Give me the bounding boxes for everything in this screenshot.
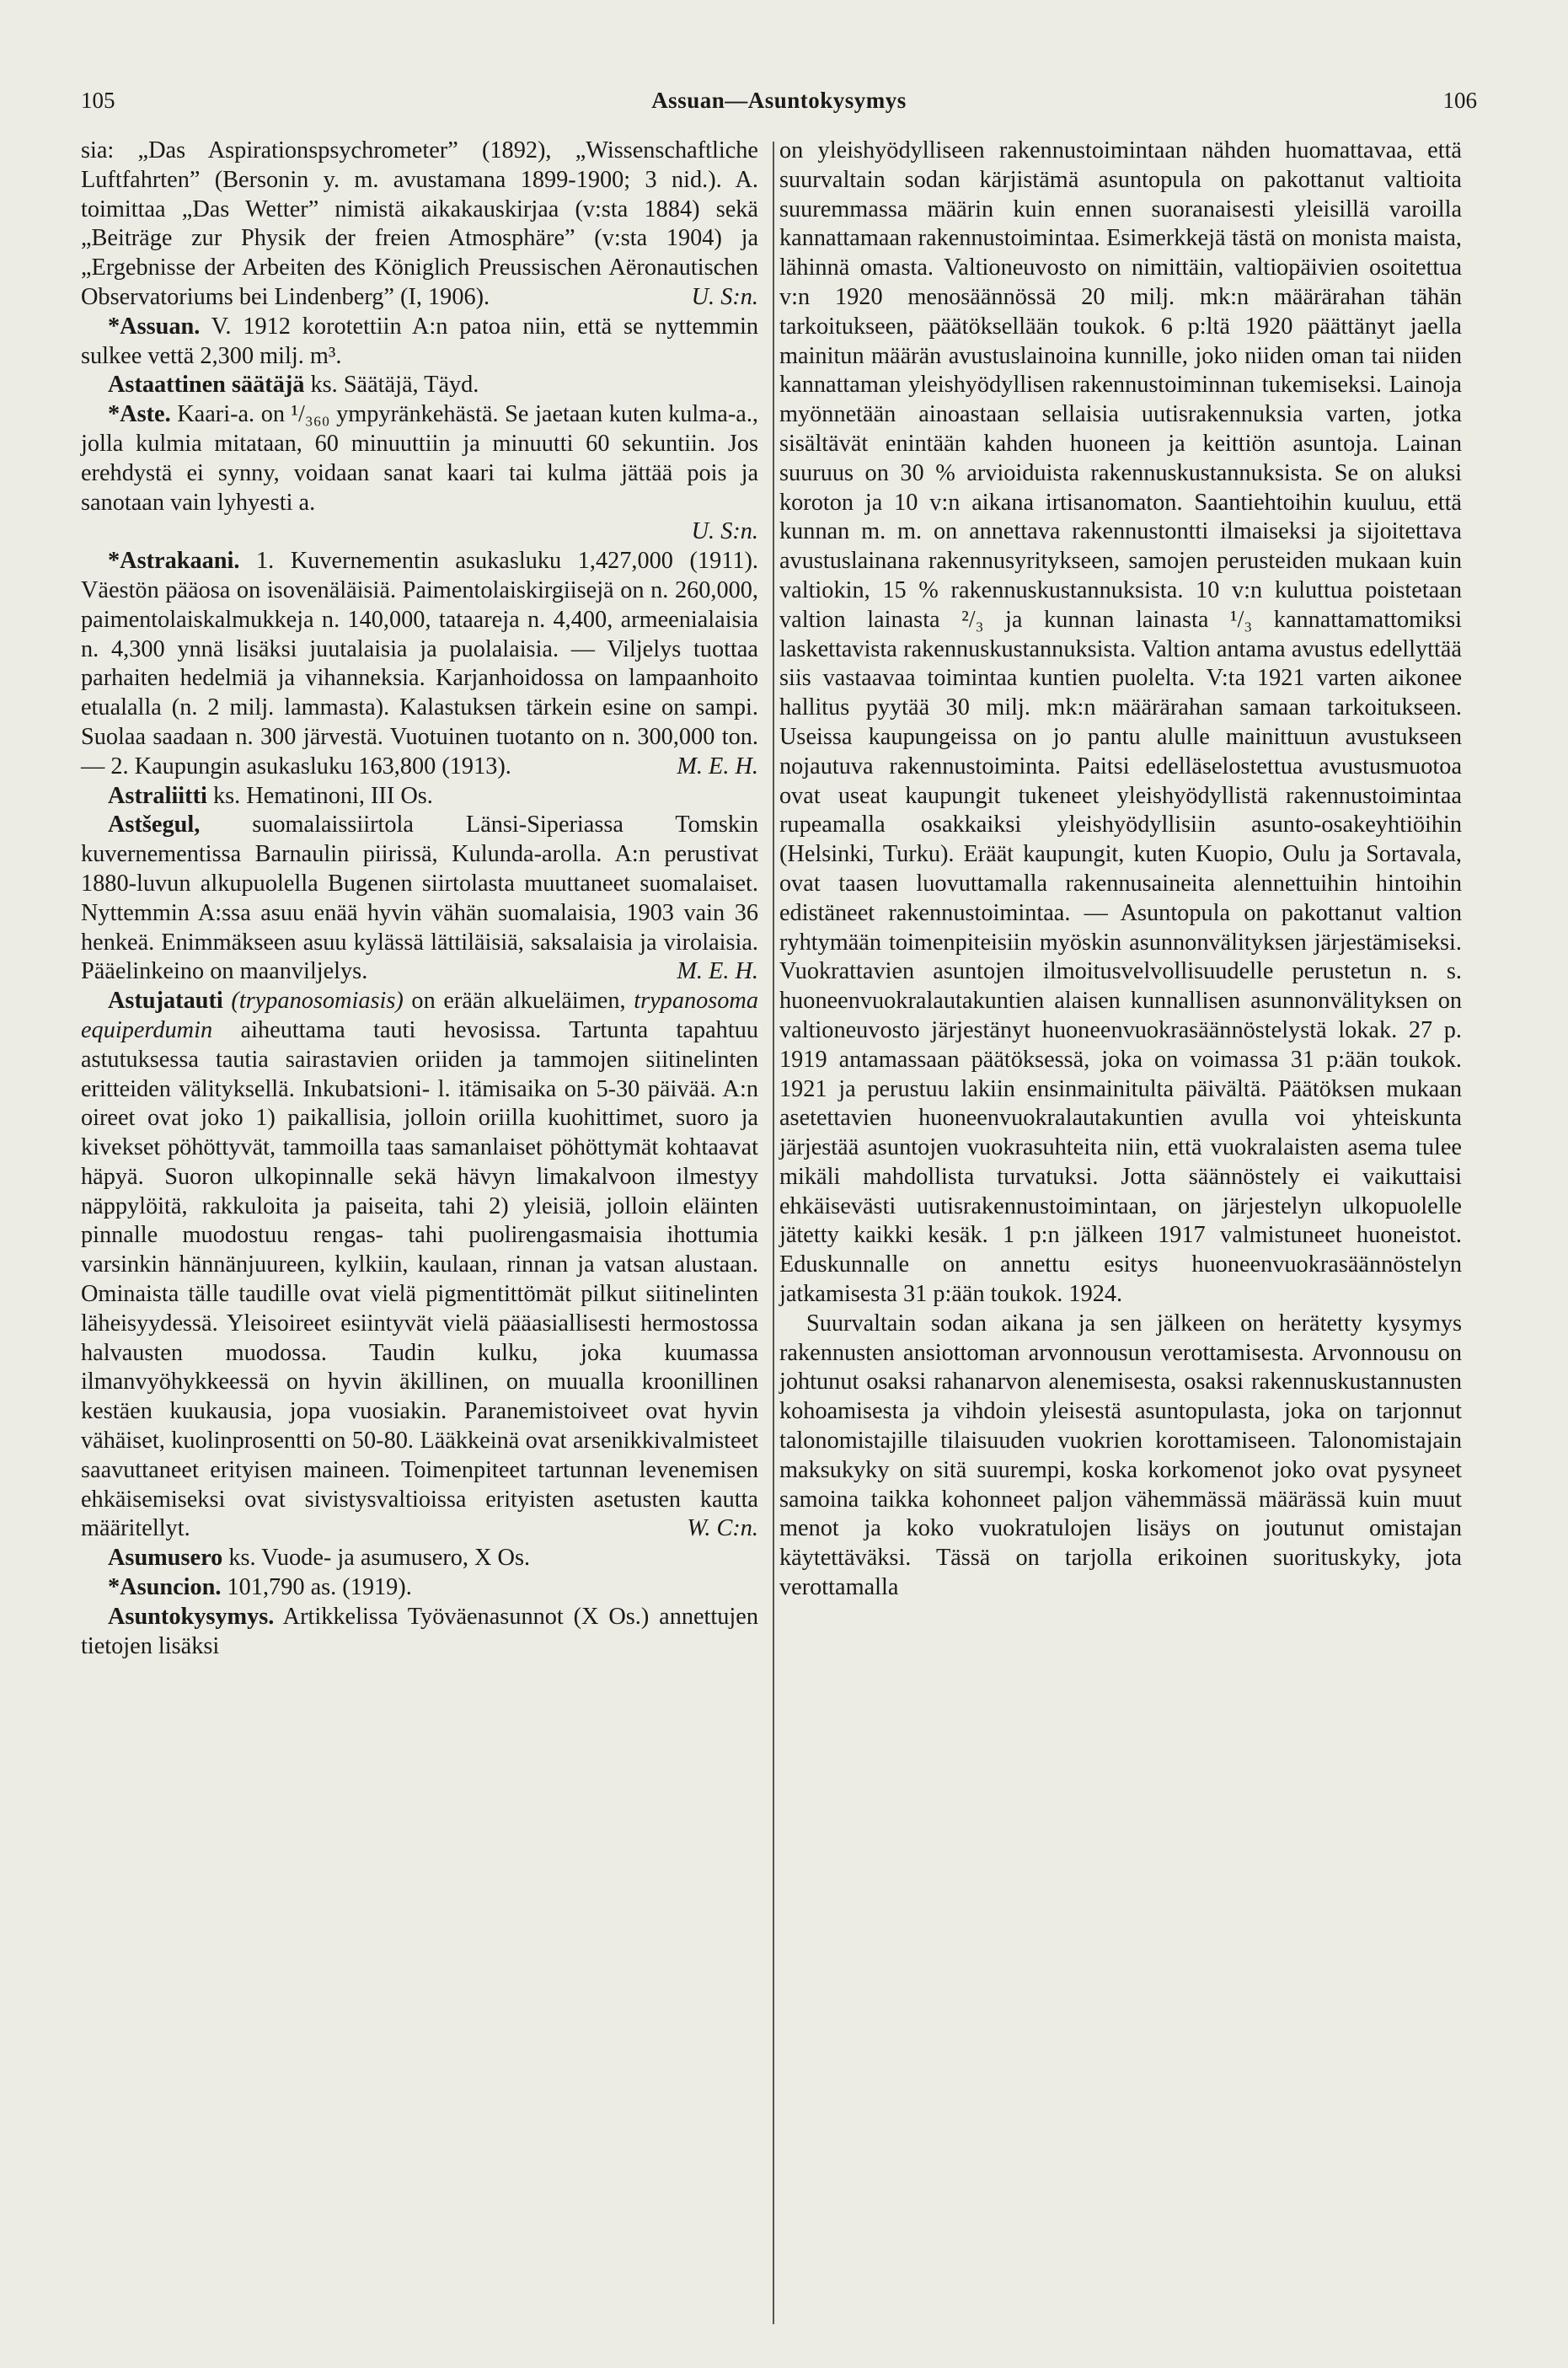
column-divider [773,142,774,2324]
signature: U. S:n. [691,283,758,310]
entry-heading: Astraliitti [108,782,207,809]
entry-heading: *Asuncion. [108,1574,222,1601]
entry-aste: *Aste. Kaari-a. on ¹/₃₆₀ ympyränkehästä. Se jaetaan kuten kulma-a., jolla kulmia mitataan, 60 minuuttiin ja minuutti 60 sekuntiin. Jos erehdystä ei synny, voidaan sanat kaari tai kulma jättää pois ja sanotaan vain lyhyesti a. U. S:n. [81,400,758,547]
entry-asumusero: Asumusero ks. Vuode- ja asumusero, X Os. [108,1545,531,1572]
entry-heading: Astšegul, [108,812,201,838]
left-column [81,137,758,1661]
entry-heading: *Astrakaani. [108,548,240,575]
entry-continuation: on yleishyödylliseen rakennustoimintaan nähden huomattavaa, että suurvaltain sodan kärjistämä asuntopula on pakottanut valtioita suuremmassa määrin kuin ennen suoranaisesti yleisillä varoilla kannattamaan rakennustoimintaa. Esimerkkejä tästä on monista maista, lähinnä omasta. Valtioneuvosto on nimittäin, valtiopäivien osoitettua v:n 1920 menosäännössä 20 milj. mk:n määrärahan tähän tarkoitukseen, päätöksellään toukok. 6 p:ltä 1920 päättänyt jaella mainitun määrän avustuslainoina kunnille, joko niiden oman tai niiden kannattaman yleishyödyllisen rakennustoiminnan tukemiseksi. Lainoja myönnetään ainoastaan sellaisia uutisrakennuksia varten, jotka sisältävät enintään kahden huoneen ja keittiön asuntoja. Lainan suuruus on 30 % arvioiduista rakennuskustannuksista. Se on aluksi koroton ja 10 v:n aikana irtisanomaton. Saantiehtoihin kuuluu, että kunnan m. m. on annettava rakennustontti ilmaiseksi ja sijoitettava avustuslainana rakennusyritykseen, samojen perusteiden mukaan kuin valtiokin, 15 % rakennuskustannuksista. 10 v:n kuluttua poistetaan valtion lainasta ²/₃ ja kunnan lainasta ¹/₃ kannattamattomiksi laskettavista rakennuskustannuksista. Valtion antama avustus edellyttää siis vastaavaa toimintaa kuntien puolelta. V:ta 1921 varten aikonee hallitus pyytää 30 milj. mk:n määrärahan samaan tarkoitukseen. Useissa kaupungeissa on jo pantu alulle mainittuun avustukseen nojautuva rakennustoiminta. Paitsi edelläselostettua avustusmuotoa ovat useat kaupungit tukeneet yleishyödyllistä rakennustoimintaa rupeamalla osakkaiksi yleishyödyllisiin asunto-osakeyhtiöihin (Helsinki, Turku). Eräät kaupungit, kuten Kuopio, Oulu ja Sortavala, ovat taasen luovuttamalla rakennusaineita alennettuihin hintoihin edistäneet rakennustoimintaa. — Asuntopula on pakottanut valtion ryhtymään toimenpiteisiin myöskin asunnonvälityksen järjestämiseksi. Vuokrattavien asuntojen ilmoitusvelvollisuudelle perustetun n. s. huoneenvuokralautakuntien alaisen kunnallisen asunnonvälityksen on valtioneuvosto järjestänyt huoneenvuokrasäännöstelystä lokak. 27 p. 1919 antamassaan päätöksessä, joka on voimassa 31 p:ään toukok. 1921 ja perustuu lakiin ensinmainitulta päivältä. Päätöksen mukaan asetettavien huoneenvuokralautakuntien avulla voi yhteiskunta järjestää asuntojen vuokrasuhteita niin, että vuokralaisten asema tulee mikäli mahdollista turvatuksi. Jotta säännöstely ei vaikuttaisi ehkäisevästi uutisrakennustoimintaan, on järjestelyn ulkopuolelle jätetty kaikki kesäk. 1 p:n jälkeen 1917 valmistuneet huoneistot. Eduskunnalle on annettu esitys huoneenvuokrasäännöstelyn jatkamisesta 31 p:ään toukok. 1924. [779,137,1462,1308]
signature: W. C:n. [687,1515,758,1542]
signature: U. S:n. [691,518,758,545]
entry-astrakaani: *Astrakaani. 1. Kuvernementin asukasluku 1,427,000 (1911). Väestön pääosa on isovenäläisiä. Paimentolaiskirgiisejä on n. 260,000, paimentolaiskalmukkeja n. 140,000, tataareja n. 4,400, armeenialaisia n. 4,300 ynnä lisäksi juutalaisia ja puolalaisia. — Viljelys tuottaa parhaiten hedelmiä ja vihanneksia. Karjanhoidossa on lampaanhoito etualalla (n. 2 milj. lammasta). Kalastuksen tärkein esine on sampi. Suolaa saadaan n. 300 järvestä. Vuotuinen tuotanto on n. 300,000 ton. — 2. Kaupungin asukasluku 163,800 (1913). M. E. H. [81,547,758,781]
entry-astujatauti: Astujatauti (trypanosomiasis) on erään alkueläimen, trypanosoma equiperdumin aiheuttama tauti hevosissa. Tartunta tapahtuu astutuksessa tautia sairastavien oriiden ja tammojen siitinelinten eritteiden välityksellä. Inkubatsioni- l. itämisaika on 5-30 päivää. A:n oireet ovat joko 1) paikallisia, jolloin oriilla kuohittimet, suoro ja kivekset pöhöttyvät, tammoilla taas samanlaiset pöhöttymät kohtaavat häpyä. Suoron ulkopinnalle sekä hävyn limakalvoon ilmestyy näppylöitä, rakkuloita ja paiseita, tahi 2) yleisiä, jolloin eläinten pinnalle muodostuu rengas- tahi puolirengasmaisia ihottumia varsinkin hännänjuureen, kylkiin, kaulaan, rinnan ja vatsan alustaan. Ominaista tälle taudille ovat vielä pigmentittömät pilkut siitinelinten läheisyydessä. Yleisoireet esiintyvät vielä pääasiallisesti hermostossa halvausten muodossa. Taudin kulku, joka kuumassa ilmanvyöhykkeessä on hyvin äkillinen, on muualla kroonillinen kestäen kuukausia, jopa vuosiakin. Paranemistoiveet ovat hyvin vähäiset, kuolinprosentti on 50-80. Lääkkeinä ovat arsenikkivalmisteet saavuttaneet erityisen maineen. Toimenpiteet tartunnan levenemisen ehkäisemiseksi ovat sivistysvaltioissa erityisten asetusten kautta määritellyt. W. C:n. [81,987,758,1544]
entry-heading: *Assuan. [108,313,201,340]
entry-heading: Asuntokysymys. [108,1603,275,1630]
signature: M. E. H. [677,753,758,780]
signature: M. E. H. [677,958,758,985]
entry-asuntokysymys: Asuntokysymys. Artikkelissa Työväenasunnot (X Os.) annettujen tietojen lisäksi [81,1603,758,1659]
entry-astsegul: Astšegul, suomalaissiirtola Länsi-Siperiassa Tomskin kuvernementissa Barnaulin piirissä, Kulunda-arolla. A:n perustivat 1880-luvun alkupuolella Bugenen siirtolasta muuttaneet suomalaiset. Nyttemmin A:ssa asuu enää hyvin vähän suomalaisia, 1903 vain 36 henkeä. Enimmäkseen asuu kylässä lättiläisiä, saksalaisia ja virolaisia. Pääelinkeino on maanviljelys. M. E. H. [81,811,758,987]
entry-heading: Astujatauti [108,988,223,1015]
entry-astraliitti: Astraliitti ks. Hematinoni, III Os. [108,782,433,809]
page-number-left: 105 [81,88,115,113]
entry-astaattinen-saataja: Astaattinen säätäjä ks. Säätäjä, Täyd. [108,372,479,399]
entry-heading: Asumusero [108,1545,223,1572]
entry-assuan: *Assuan. V. 1912 korotettiin A:n patoa niin, että se nyttemmin sulkee vettä 2,300 milj. m³. [81,313,758,369]
entry-asuncion: *Asuncion. 101,790 as. (1919). [108,1574,412,1601]
entry-heading: *Aste. [108,401,171,428]
entry-heading: Astaattinen säätäjä [108,372,305,399]
page-number-right: 106 [1442,88,1477,113]
right-column [779,137,1462,1603]
page-header [81,88,1477,121]
paragraph: Suurvaltain sodan aikana ja sen jälkeen on herätetty kysymys rakennusten ansiottoman arvonnousun verottamisesta. Arvonnousu on johtunut osaksi rahanarvon alenemisesta, osaksi rakennuskustannusten kohoamisesta ja vihdoin yleisestä asuntopulasta, joka on tarjonnut talonomistajille tilaisuuden vuokrien korottamiseen. Talonomistajain maksukyky on sitä suurempi, koska korkomenot joko ovat pysyneet samoina taikka kohonneet paljon vähemmässä määrässä kuin muut menot ja koko vuokratulojen lisäys on joutunut omistajan käytettäväksi. Tässä on tarjolla erikoinen suorituskyky, jota verottamalla [779,1310,1462,1601]
entry-continuation: sia: „Das Aspirationspsychrometer” (1892), „Wissenschaftliche Luftfahrten” (Bersonin y. m. avustamana 1899-1900; 3 nid.). A. toimittaa „Das Wetter” nimistä aikakauskirjaa (v:sta 1884) sekä „Beiträge zur Physik der freien Atmosphäre” (v:sta 1904) ja „Ergebnisse der Arbeiten des Königlich Preussischen Aëronautischen Observatoriums bei Lindenberg” (I, 1906). U. S:n. [81,137,758,313]
running-title: Assuan—Asuntokysymys [651,88,907,113]
